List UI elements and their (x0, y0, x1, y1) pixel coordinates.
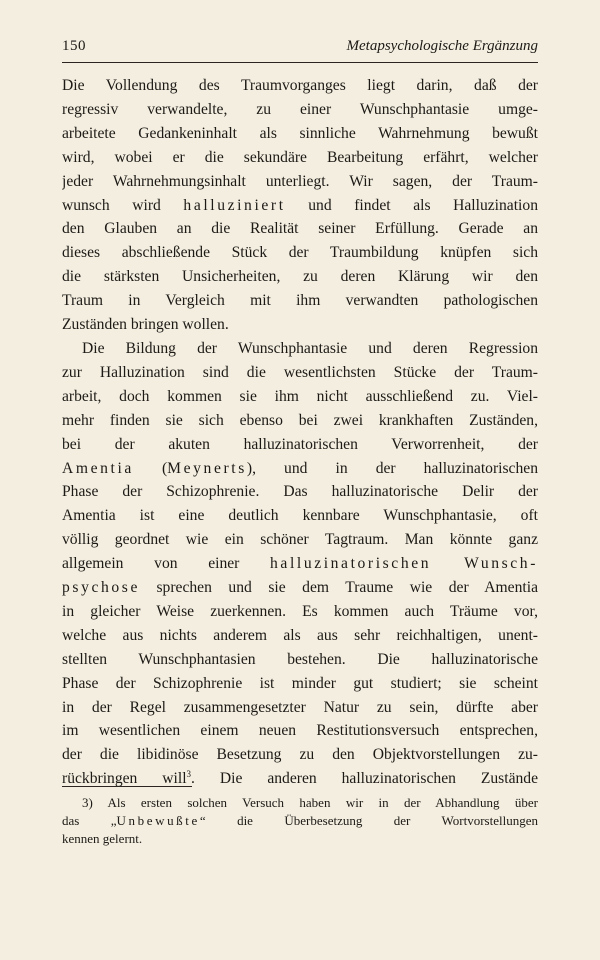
body-line (62, 743, 538, 767)
page-number: 150 (62, 38, 86, 54)
footnote-line (62, 830, 538, 848)
body-text: Die Vollendung des Traumvorganges liegt darin, daß der (62, 77, 538, 94)
body-text: die stärksten Unsicherheiten, zu deren Klärung wir den (62, 268, 538, 286)
body-line (62, 433, 538, 457)
body-line (62, 265, 538, 289)
footnote-line (62, 794, 538, 812)
body-text: dieses abschließende Stück der Traumbildung knüpfen sich (62, 244, 538, 262)
body-text: der die libidinöse Besetzung zu den Objektvorstellungen zu- (62, 746, 538, 764)
body-line (62, 337, 538, 361)
body-line (62, 98, 538, 122)
spaced-emphasis: psychose (62, 579, 140, 597)
body-text: sprechen und sie dem Traume wie der Amentia (139, 579, 538, 597)
body-text: völlig geordnet wie ein schöner Tagtraum. Man könnte ganz (62, 531, 538, 549)
body-text: zur Halluzination sind die wesentlichsten Stücke der Traum- (62, 363, 538, 381)
body-line (62, 170, 538, 194)
spaced-emphasis: halluziniert (183, 196, 286, 214)
body-text: Traum in Vergleich mit ihm verwandten pathologischen (62, 292, 538, 310)
footnote (62, 794, 538, 848)
body-text: wird, wobei er die sekundäre Bearbeitung erfährt, welcher (62, 148, 538, 166)
footnote-text: das „ (62, 813, 117, 828)
footnote-text: kennen gelernt. (62, 831, 143, 846)
page-header (62, 38, 538, 55)
body-text: ( (133, 459, 168, 477)
body-text: Phase der Schizophrenie. Das halluzinatorische Delir der (62, 483, 538, 501)
body-text: Amentia ist eine deutlich kennbare Wunschphantasie, oft (62, 507, 538, 525)
footnote-text: 3) Als ersten solchen Versuch haben wir in der Abhandlung über (82, 795, 538, 810)
body-text: den Glauben an die Realität seiner Erfüllung. Gerade an (62, 220, 538, 238)
body-line (62, 289, 538, 313)
body-text: und findet als Halluzination (285, 196, 538, 214)
body-line (62, 576, 538, 600)
body-line (62, 409, 538, 433)
body-line (62, 504, 538, 528)
footnote-marker: 3 (186, 769, 192, 780)
body-text: im wesentlichen einem neuen Restitutionsversuch entsprechen, (62, 722, 538, 740)
body-text: . Die anderen halluzinatorischen Zustände (191, 770, 538, 788)
body-line (62, 361, 538, 385)
body-text (62, 74, 538, 791)
body-line (62, 241, 538, 265)
body-text: rückbringen will (62, 770, 187, 788)
body-text: arbeitete Gedankeninhalt als sinnliche Wahrnehmung bewußt (62, 124, 538, 142)
spaced-emphasis: halluzinatorischen Wunsch- (270, 555, 538, 573)
body-line (62, 528, 538, 552)
body-text: allgemein von einer (62, 555, 271, 573)
body-line (62, 146, 538, 170)
body-line (62, 719, 538, 743)
footnote-rule (62, 786, 192, 787)
body-line (62, 624, 538, 648)
body-line (62, 385, 538, 409)
spaced-emphasis: Amentia (62, 459, 134, 477)
body-line (62, 648, 538, 672)
running-title: Metapsychologische Ergänzung (346, 38, 538, 54)
body-text: Die Bildung der Wunschphantasie und deren Regression (82, 339, 538, 357)
footnote-text: “ die Überbesetzung der Wortvorstellungen (199, 813, 538, 828)
body-text: mehr finden sie sich ebenso bei zwei krankhaften Zuständen, (62, 411, 538, 429)
body-text: arbeit, doch kommen sie ihm nicht ausschließend zu. Viel- (62, 387, 538, 405)
body-text: bei der akuten halluzinatorischen Verworrenheit, der (62, 435, 538, 453)
body-text: ), und in der halluzinatorischen (246, 459, 538, 477)
body-text: in der Regel zusammengesetzter Natur zu sein, dürfte aber (62, 698, 538, 716)
header-rule (62, 62, 538, 63)
body-line (62, 217, 538, 241)
body-line (62, 552, 538, 576)
body-text: wunsch wird (62, 196, 184, 214)
body-line (62, 194, 538, 218)
body-line (62, 313, 538, 337)
body-line (62, 74, 538, 98)
spaced-emphasis: Meynerts (167, 459, 247, 477)
body-line (62, 767, 538, 791)
body-line (62, 457, 538, 481)
spaced-emphasis: Unbewußte (116, 813, 200, 828)
body-line (62, 672, 538, 696)
body-text: Zuständen bringen wollen. (62, 316, 229, 334)
footnote-line (62, 812, 538, 830)
body-line (62, 480, 538, 504)
body-line (62, 600, 538, 624)
body-text: regressiv verwandelte, zu einer Wunschphantasie umge- (62, 100, 538, 118)
body-line (62, 122, 538, 146)
body-text: in gleicher Weise zuerkennen. Es kommen auch Träume vor, (62, 602, 538, 620)
body-text: stellten Wunschphantasien bestehen. Die halluzinatorische (62, 650, 538, 668)
body-text: jeder Wahrnehmungsinhalt unterliegt. Wir sagen, der Traum- (62, 172, 538, 190)
body-text: welche aus nichts anderem als aus sehr reichhaltigen, unent- (62, 626, 538, 644)
body-text: Phase der Schizophrenie ist minder gut studiert; sie scheint (62, 674, 538, 692)
body-line (62, 696, 538, 720)
